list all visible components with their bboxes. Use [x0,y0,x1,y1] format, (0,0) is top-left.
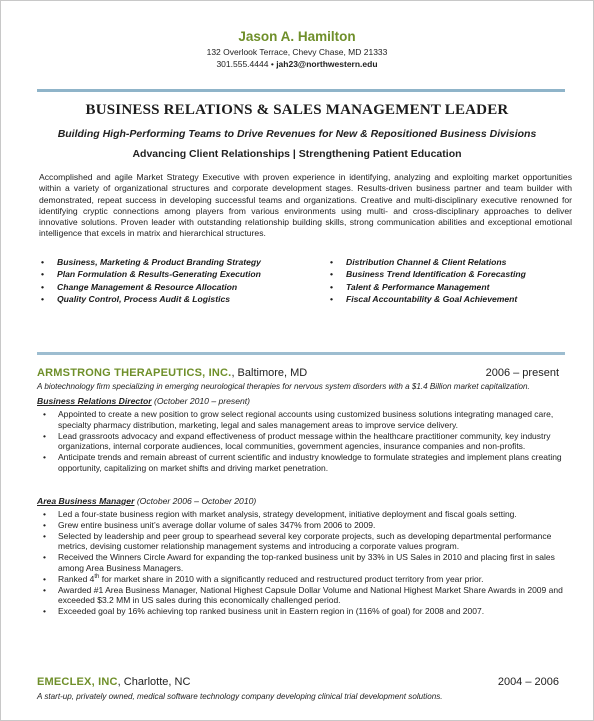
role-title: Business Relations Director [37,396,152,406]
phone: 301.555.4444 [216,59,269,69]
job1-role2 [37,496,256,506]
role2-bullets [37,509,567,617]
job2-dates: 2004 – 2006 [497,676,559,688]
bullet-item: • Ranked 4th for market share in 2010 with a significantly reduced and restructured product territory from year prior. [37,574,567,585]
skill-item: • Talent & Performance Management [326,281,576,293]
job1-dates: 2006 – present [485,367,559,379]
tagline: Advancing Client Relationships | Strengthening Patient Education [132,148,462,160]
job2-company-line [37,676,190,688]
top-divider [37,89,565,92]
bullet-item: • Led a four-state business region with market analysis, strategy development, initiative deployment and fiscal goals setting. [37,509,567,520]
address: 132 Overlook Terrace, Chevy Chase, MD 21333 [206,47,388,57]
section-divider [37,352,565,355]
skill-item: • Business Trend Identification & Forecasting [326,268,576,280]
bullet-item: • Anticipate trends and remain abreast of current scientific and industry knowledge to formulate strategies and implement plans creating opportunity, capitalizing on market shifts and driving market penetration. [37,452,567,474]
role1-bullets [37,409,567,474]
job1-company-line [37,367,307,379]
bullet-item: • Appointed to create a new position to grow select regional accounts using customized business solutions integrating managed care, specialty pharmacy distribution, marketing, legal and sales management areas to improve service delivery. [37,409,567,431]
skills-right-list [326,256,576,306]
job2-description: A start-up, privately owned, medical software technology company developing clinical trial development solutions. [37,692,443,701]
skill-item: • Business, Marketing & Product Branding Strategy [37,256,307,268]
bullet-item: • Grew entire business unit’s average dollar volume of sales 347% from 2006 to 2009. [37,520,567,531]
summary-paragraph: Accomplished and agile Market Strategy Executive with proven experience in identifying, analyzing and exploiting market opportunities within a variety of organizational structures and corporate development stages. Results-driven business partner and team builder with demonstrated, repeat success in developing successful teams and organizations. Creative and multi-disciplinary executive renowned for identifying cryptic connections among players from various environments using multi- and cross-disciplinary approaches to deliver innovative solutions. Proven leader with outstanding relationship building skills, strong communication abilities and exceptional emotional intelligence that excels in matrix and hierarchical structures. [39,172,572,239]
skill-item: • Change Management & Resource Allocation [37,281,307,293]
job1-description: A biotechnology firm specializing in emerging neurological therapies for nervous system disorders with a $1.4 Billion market capitalization. [37,382,530,391]
bullet-item: • Received the Winners Circle Award for expanding the top-ranked business unit by 33% in US Sales in 2010 and placing first in sales among Area Business Managers. [37,552,567,574]
job2-location: , Charlotte, NC [117,676,191,688]
skill-item: • Fiscal Accountability & Goal Achievement [326,293,576,305]
email: jah23@northwestern.edu [276,59,378,69]
skill-item: • Quality Control, Process Audit & Logistics [37,293,307,305]
candidate-name: Jason A. Hamilton [238,29,356,44]
bullet-item: • Lead grassroots advocacy and expand effectiveness of product message within the healthcare practitioner community, key industry organizations, internal corporate audiences, local communities, government agencies, insurance companies and non-profits. [37,431,567,453]
phone-email-line [1,59,593,69]
bullet-item: • Awarded #1 Area Business Manager, National Highest Capsule Dollar Volume and National Highest Market Share Awards in 2009 and exceeded $3.2 MM in US sales during this economically challenged period. [37,585,567,607]
skill-item: • Distribution Channel & Client Relations [326,256,576,268]
skills-left-list [37,256,307,306]
job1-location: , Baltimore, MD [231,367,308,379]
role-title: Area Business Manager [37,496,135,506]
subheadline: Building High-Performing Teams to Drive Revenues for New & Repositioned Business Divisions [57,128,537,140]
bullet-item: • Exceeded goal by 16% achieving top ranked business unit in Eastern region in (116% of goal) for 2008 and 2007. [37,606,567,617]
job1-role1 [37,396,250,406]
bullet-item: • Selected by leadership and peer group to spearhead several key corporate projects, such as developing departmental performance metrics, devising customer relationship management systems and introducing a corporate values program. [37,531,567,553]
headline: BUSINESS RELATIONS & SALES MANAGEMENT LEADER [85,102,509,118]
role-dates: (October 2006 – October 2010) [134,496,257,506]
skill-item: • Plan Formulation & Results-Generating Execution [37,268,307,280]
role-dates: (October 2010 – present) [151,396,251,406]
separator: • [270,59,274,69]
job1-company: ARMSTRONG THERAPEUTICS, INC. [37,367,232,379]
job2-company: EMECLEX, INC [37,676,118,688]
